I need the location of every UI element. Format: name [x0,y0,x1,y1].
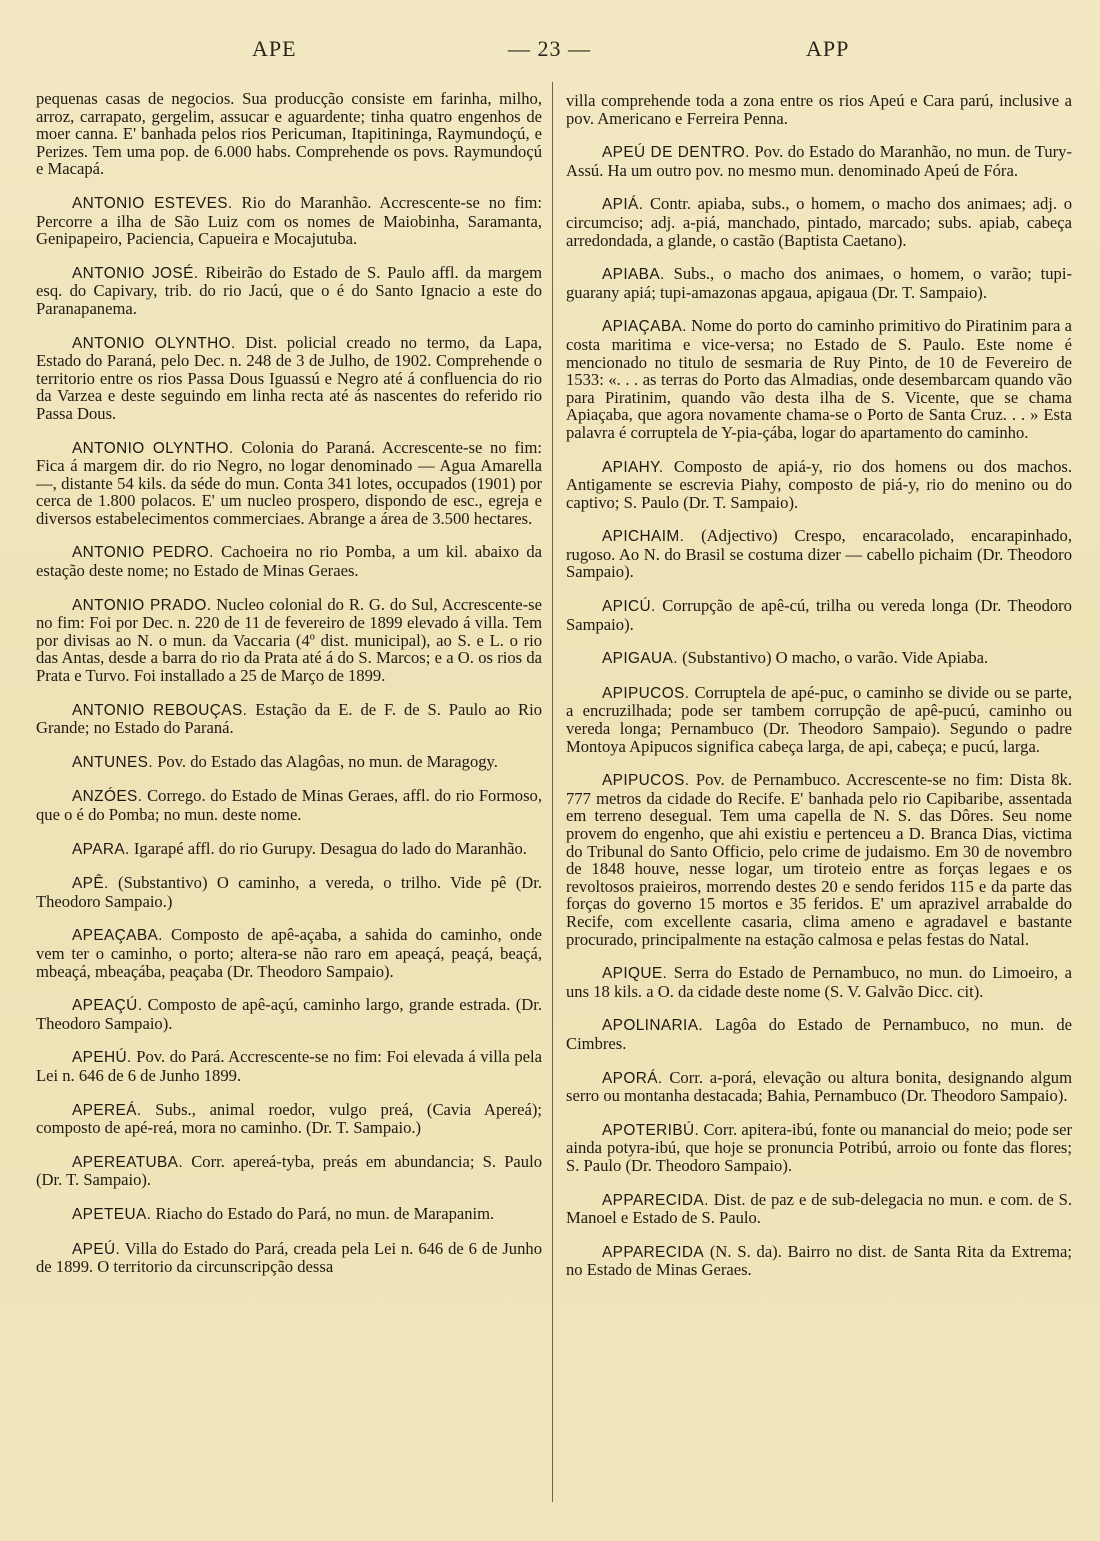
entry-text: Pov. do Estado do Maranhão, no mun. de Tury-Assú. Ha um outro pov. no mesmo mun. denominado Apeú de Fóra. [566,142,1072,180]
left-column [36,90,542,1292]
entry-headword: APOLINARIA. [602,1017,704,1035]
running-head-right: APP [806,36,850,61]
entry-text: Cachoeira no rio Pomba, a um kil. abaixo da estação deste nome; no Estado de Minas Geraes. [36,542,542,581]
dictionary-entry [36,1205,542,1224]
entry-text: Composto de apê-açú, caminho largo, grande estrada. (Dr. Theodoro Sampaio). [36,995,542,1033]
entry-text: Pov. do Pará. Accrescente-se no fim: Foi elevada á villa pela Lei n. 646 de 6 de Junho 1899. [36,1047,542,1085]
entry-text: Pov. de Pernambuco. Accrescente-se no fim: Dista 8k. 777 metros da cidade do Recife. E' banhada pelo rio Capibaribe, assentada em terreno desegual. Tem uma capella de N. S. das Dôres. Seu nome provem do engenho, que ahi existiu e pertenceu a D. Branca Dias, victima do Tribunal do Santo Officio, pelo crime de judaismo. Em 30 de novembro de 1848 houve, nesse logar, um tiroteio entre as forças legaes e os revoltosos praieiros, morrendo destes 20 e sendo feridos 115 e da parte das forças do governo 15 mortos e 35 feridos. E' um aprazivel arrabalde do Recife, com excellente casaria, clima ameno e agradavel e bastante procurado, principalmente na estação calmosa e pelas festas do Natal. [566,770,1073,949]
entry-headword: ANTONIO ESTEVES. [72,194,233,212]
dictionary-entry [36,1240,542,1276]
entry-headword: APÊ. [72,875,109,893]
entry-text: Pov. do Estado das Alagôas, no mun. de Maragogy. [157,751,498,771]
entry-text: (Adjectivo) Crespo, encaracolado, encarapinhado, rugoso. Ao N. do Brasil se costuma dizer — cabello pichaim (Dr. Theodoro Sampaio). [566,526,1072,582]
entry-text: (N. S. da). Bairro no dist. de Santa Rita da Extrema; no Estado de Minas Geraes. [566,1241,1073,1280]
entry-text: Serra do Estado de Pernambuco, no mun. do Limoeiro, a uns 18 kils. a O. da cidade deste nome (S. V. Galvão Dicc. cit). [566,963,1072,1001]
entry-headword: APETEUA. [72,1205,152,1223]
entry-text: (Substantivo) O macho, o varão. Vide Apiaba. [682,648,989,668]
dictionary-entry [36,439,542,528]
entry-text: Subs., o macho dos animaes, o homem, o varão; tupi-guarany apiá; tupi-amazonas apgaua, apigaua (Dr. T. Sampaio). [566,264,1072,302]
entry-text: pequenas casas de negocios. Sua producção consiste em farinha, milho, arroz, carrapato, gergelim, assucar e aguardente; tinha quatro engenhos de moer canna. E' banhada pelos rios Pericuman, Itapitininga, Raymundoçú, e Perizes. Tem uma pop. de 6.000 habs. Comprehende os povs. Raymundoçú e Macapá. [36,89,542,179]
entry-text: (Substantivo) O caminho, a vereda, o trilho. Vide pê (Dr. Theodoro Sampaio.) [36,873,542,911]
entry-text: Estação da E. de F. de S. Paulo ao Rio Grande; no Estado do Paraná. [36,699,542,738]
entry-headword: ANZÓES. [72,788,143,806]
dictionary-entry [36,926,542,980]
entry-text: Contr. apiaba, subs., o homem, o macho dos animaes; adj. o circumciso; adj. a-piá, manchado, pintado, marcado; subs. apiab, cabeça arredondada, a glande, o castão (Baptista Caetano). [566,194,1072,250]
entry-text: Dist. policial creado no termo, da Lapa, Estado do Paraná, pelo Dec. n. 248 de 3 de Julho, de 1902. Comprehende o territorio entre os rios Passa Dous Iguassú e Negro até á confluencia do rio da Varzea e deste seguindo em linha recta até ás nascentes do referido rio Passa Dous. [36,332,542,423]
dictionary-entry [566,458,1072,512]
dictionary-entry [566,597,1072,633]
entry-text: Dist. de paz e de sub-delegacia no mun. e com. de S. Manoel e Estado de S. Paulo. [566,1189,1072,1228]
dictionary-entry [566,964,1072,1000]
entry-headword: APPARECIDA [602,1243,705,1261]
entry-text: Subs., animal roedor, vulgo preá, (Cavia Apereá); composto de apé-reá, mora no caminho. (Dr. T. Sampaio.) [36,1099,542,1138]
dictionary-entry [36,787,542,823]
dictionary-entry [36,701,542,737]
entry-headword: ANTONIO REBOUÇAS. [72,701,248,719]
dictionary-entry [566,195,1072,249]
entry-text: Corr. apitera-ibú, fonte ou manancial do meio; pode ser ainda potyra-ibú, que hoje se pronuncia Potribú, arroio ou fonte das flores; S. Paulo (Dr. Theodoro Sampaio). [566,1119,1072,1175]
entry-headword: APIPUCOS. [602,772,690,790]
right-column [566,92,1072,1295]
entry-headword: APICÚ. [602,598,656,616]
entry-text: Colonia do Paraná. Accrescente-se no fim: Fica á margem dir. do rio Negro, no logar denominado — Agua Amarella —, distante 54 kils. da séde do mun. Conta 341 lotes, occupados (1901) por cerca de 1.800 polacos. E' um nucleo prospero, dispondo de esc., egreja e diversos estabelecimentos commerciaes. Abrange a área de 3.500 hectares. [36,437,543,528]
entry-headword: APORÁ. [602,1069,663,1087]
entry-headword: APIÁ. [602,196,644,214]
dictionary-entry [566,317,1072,441]
entry-headword: APIAÇABA. [602,318,687,336]
entry-headword: APOTERIBÚ. [602,1121,700,1139]
entry-text: Igarapé affl. do rio Gurupy. Desagua do lado do Maranhão. [133,838,527,858]
entry-text: Corrego. do Estado de Minas Geraes, affl. do rio Formoso, que o é do Pomba; no mun. deste nome. [36,786,542,824]
entry-headword: APIPUCOS. [602,684,690,702]
dictionary-entry [566,1191,1072,1227]
entry-text: Villa do Estado do Pará, creada pela Lei n. 646 de 6 de Junho de 1899. O territorio da circunscripção dessa [36,1238,542,1277]
dictionary-entry [36,596,542,685]
entry-headword: APICHAIM. [602,528,685,546]
entry-headword: APIAHY. [602,458,664,476]
entry-text: Nome do porto do caminho primitivo do Piratinim para a costa maritima e vice-versa; no Estado de S. Paulo. Este nome é mencionado no titulo de sesmaria de Ruy Pinto, de 10 de Fevereiro de 1533: «. . . as terras do Porto das Almadias, onde desembarcam quando vão para Piratinim, quando vão desta ilha de S. Vicente, que se chama Apiaçaba, que agora novamente chama-se o Porto de Santa Cruz. . . » Esta palavra é corruptela de Y-pia-çába, logar do apartamento do caminho. [566,316,1072,442]
dictionary-entry [566,527,1072,581]
dictionary-entry [566,265,1072,301]
dictionary-entry [36,90,542,178]
entry-text: Corr. a-porá, elevação ou altura bonita, designando algum serro ou montanha destacada; Bahia, Pernambuco (Dr. Theodoro Sampaio). [566,1067,1072,1106]
dictionary-entry [36,334,542,423]
entry-text: Composto de apê-açaba, a sahida do caminho, onde vem ter o caminho, o porto; altera-se não raro em apeaçá, peaçá, beaçá, mbeaçá, mbeaçába, peaçaba (Dr. Theodoro Sampaio). [36,925,542,981]
entry-headword: ANTONIO PRADO. [72,596,212,614]
dictionary-entry [36,194,542,248]
entry-headword: ANTONIO OLYNTHO. [72,439,234,457]
entry-text: Lagôa do Estado de Pernambuco, no mun. de Cimbres. [566,1015,1072,1053]
dictionary-entry [566,143,1072,179]
entry-headword: APEHÚ. [72,1049,132,1067]
entry-text: Corruptela de apé-puc, o caminho se divide ou se parte, a encruzilhada; pode ser tambem corrupção de apê-pucú, caminho ou vereda longa; Pernambuco (Dr. Theodoro Sampaio). Segundo o padre Montoya Apipucos significa cabeça larga, de api, cabeça; e pucú, larga. [566,682,1072,756]
dictionary-entry [36,1153,542,1189]
dictionary-entry [36,1048,542,1084]
entry-text: Nucleo colonial do R. G. do Sul, Accrescente-se no fim: Foi por Dec. n. 220 de 11 de fevereiro de 1899 elevado á villa. Tem por divisas ao N. o mun. da Vaccaria (4º dist. municipal), ao S. e L. o rio das Antas, desde a barra do rio da Prata até á do S. Marcos; e a O. os rios da Prata e Turvo. Foi installado a 25 de Março de 1899. [36,594,542,686]
entry-text: Corr. apereá-tyba, preás em abundancia; S. Paulo (Dr. T. Sampaio). [36,1151,542,1190]
entry-headword: ANTONIO OLYNTHO. [72,334,236,352]
entry-headword: APIGAUA. [602,650,678,668]
page-number: — 23 — [508,36,591,61]
entry-headword: APEÚ. [72,1240,121,1258]
entry-headword: ANTUNES. [72,753,154,771]
running-head-left: APE [252,36,297,61]
entry-text: Rio do Maranhão. Accrescente-se no fim: Percorre a ilha de São Luiz com os nomes de Maiobinha, Saramanta, Genipapeiro, Paciencia, Capueira e Mocajutuba. [36,192,542,249]
dictionary-entry [566,1243,1072,1279]
dictionary-entry [566,684,1072,755]
entry-headword: APEREATUBA. [72,1153,184,1171]
dictionary-entry [36,996,542,1032]
dictionary-entry [36,1101,542,1137]
dictionary-entry [566,649,1072,668]
entry-headword: ANTONIO JOSÉ. [72,264,199,282]
dictionary-entry [36,874,542,910]
dictionary-entry [566,1016,1072,1052]
entry-headword: APIQUE. [602,965,668,983]
dictionary-entry [566,1069,1072,1105]
dictionary-entry [36,543,542,579]
entry-headword: APEAÇABA. [72,927,163,945]
entry-headword: APEREÁ. [72,1101,142,1119]
entry-headword: APARA. [72,840,130,858]
entry-headword: APIABA. [602,266,665,284]
entry-text: Riacho do Estado do Pará, no mun. de Marapanim. [155,1203,495,1223]
entry-text: villa comprehende toda a zona entre os rios Apeú e Cara parú, inclusive a pov. Americano e Ferreira Penna. [566,91,1072,128]
entry-text: Ribeirão do Estado de S. Paulo affl. da margem esq. do Capivary, trib. do rio Jacú, que o é do Santo Ignacio a este do Paranapanema. [36,262,542,318]
dictionary-entry [36,753,542,772]
entry-headword: ANTONIO PEDRO. [72,544,214,562]
entry-text: Composto de apiá-y, rio dos homens ou dos machos. Antigamente se escrevia Piahy, composto de piá-y, rio do menino ou do captivo; S. Paulo (Dr. T. Sampaio). [566,456,1072,512]
column-divider [552,82,553,1502]
entry-headword: APEÚ DE DENTRO. [602,144,750,162]
entry-headword: APPARECIDA. [602,1191,709,1209]
entry-headword: APEAÇÚ. [72,997,143,1015]
dictionary-entry [36,264,542,318]
dictionary-entry [566,92,1072,127]
dictionary-entry [566,771,1072,948]
entry-text: Corrupção de apê-cú, trilha ou vereda longa (Dr. Theodoro Sampaio). [566,596,1072,634]
dictionary-entry [566,1121,1072,1175]
dictionary-entry [36,840,542,859]
